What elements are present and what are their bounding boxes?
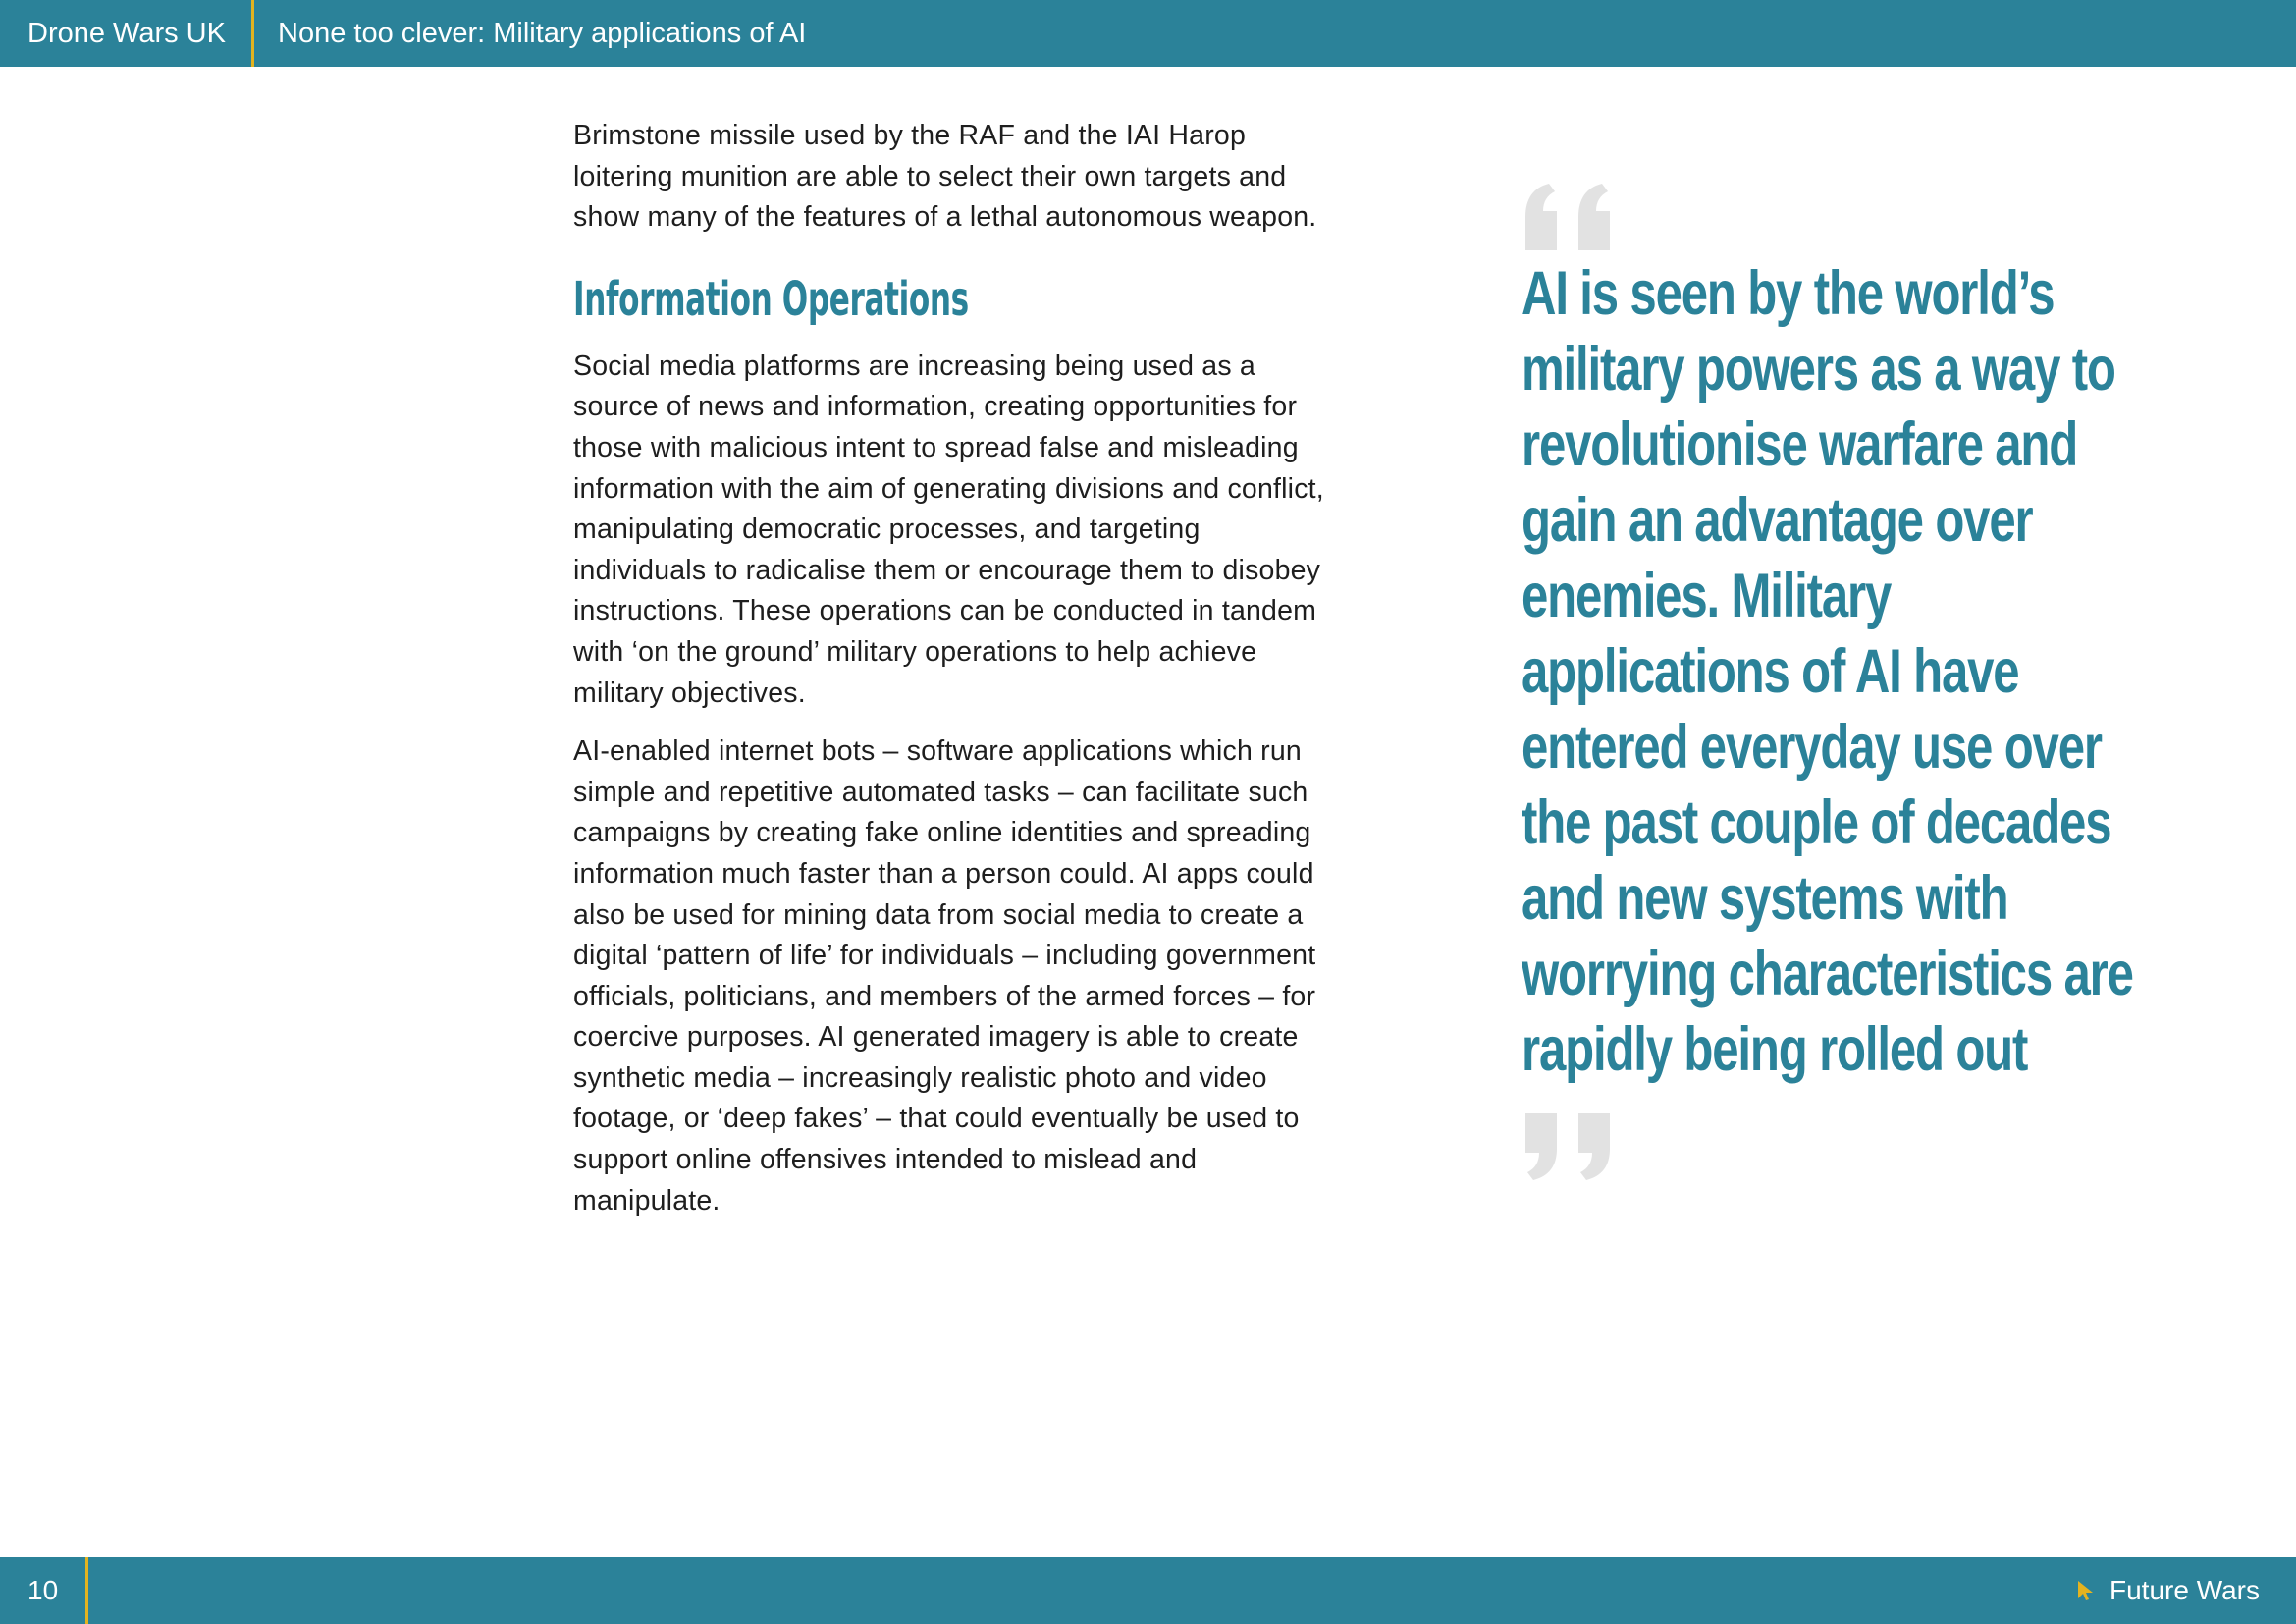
close-quote-icon [1522, 1110, 1629, 1184]
series-label: Future Wars [2109, 1575, 2260, 1605]
body-paragraph: Social media platforms are increasing being used as a source of news and information, creating opportunities for those with malicious intent to spread false and misleading information with the aim of generating divisions and conflict, manipulating democratic processes, and targeting individuals to radicalise them or encourage them to disobey instructions. These operations can be conducted in tandem with ‘on the ground’ military operations to help achieve military objectives. [573, 350, 1324, 709]
organisation-name: Drone Wars UK [0, 0, 254, 67]
body-paragraph: AI-enabled internet bots – software applications which run simple and repetitive automated tasks – can facilitate such campaigns by creating fake online identities and spreading information much faster than a person could. AI apps could also be used for mining data from social media to create a digital ‘pattern of life’ for individuals – including government officials, politicians, and members of the armed forces – for coercive purposes. AI generated imagery is able to create synthetic media – increasingly realistic photo and video footage, or ‘deep fakes’ – that could eventually be used to support online offensives intended to mislead and manipulate. [573, 735, 1316, 1217]
series-title [2076, 1557, 2260, 1624]
pull-quote [1522, 182, 2150, 1184]
cursor-arrow-icon [2076, 1579, 2096, 1602]
section-heading: Information Operations [573, 271, 969, 327]
open-quote-icon [1522, 182, 1629, 256]
pull-quote-text: AI is seen by the world’s military powers as a way to revolutionise warfare and gain an advantage over enemies. Military applications of AI have entered everyday use over the past couple of decades and new systems with worrying characteristics are rapidly being rolled out [1522, 259, 2133, 1084]
body-column [573, 116, 1339, 1239]
page-number: 10 [0, 1557, 88, 1624]
page-footer [0, 1557, 2296, 1624]
page-header [0, 0, 2296, 67]
intro-paragraph: Brimstone missile used by the RAF and the IAI Harop loitering munition are able to select their own targets and show many of the features of a lethal autonomous weapon. [573, 120, 1317, 234]
document-title: None too clever: Military applications of AI [278, 17, 807, 49]
